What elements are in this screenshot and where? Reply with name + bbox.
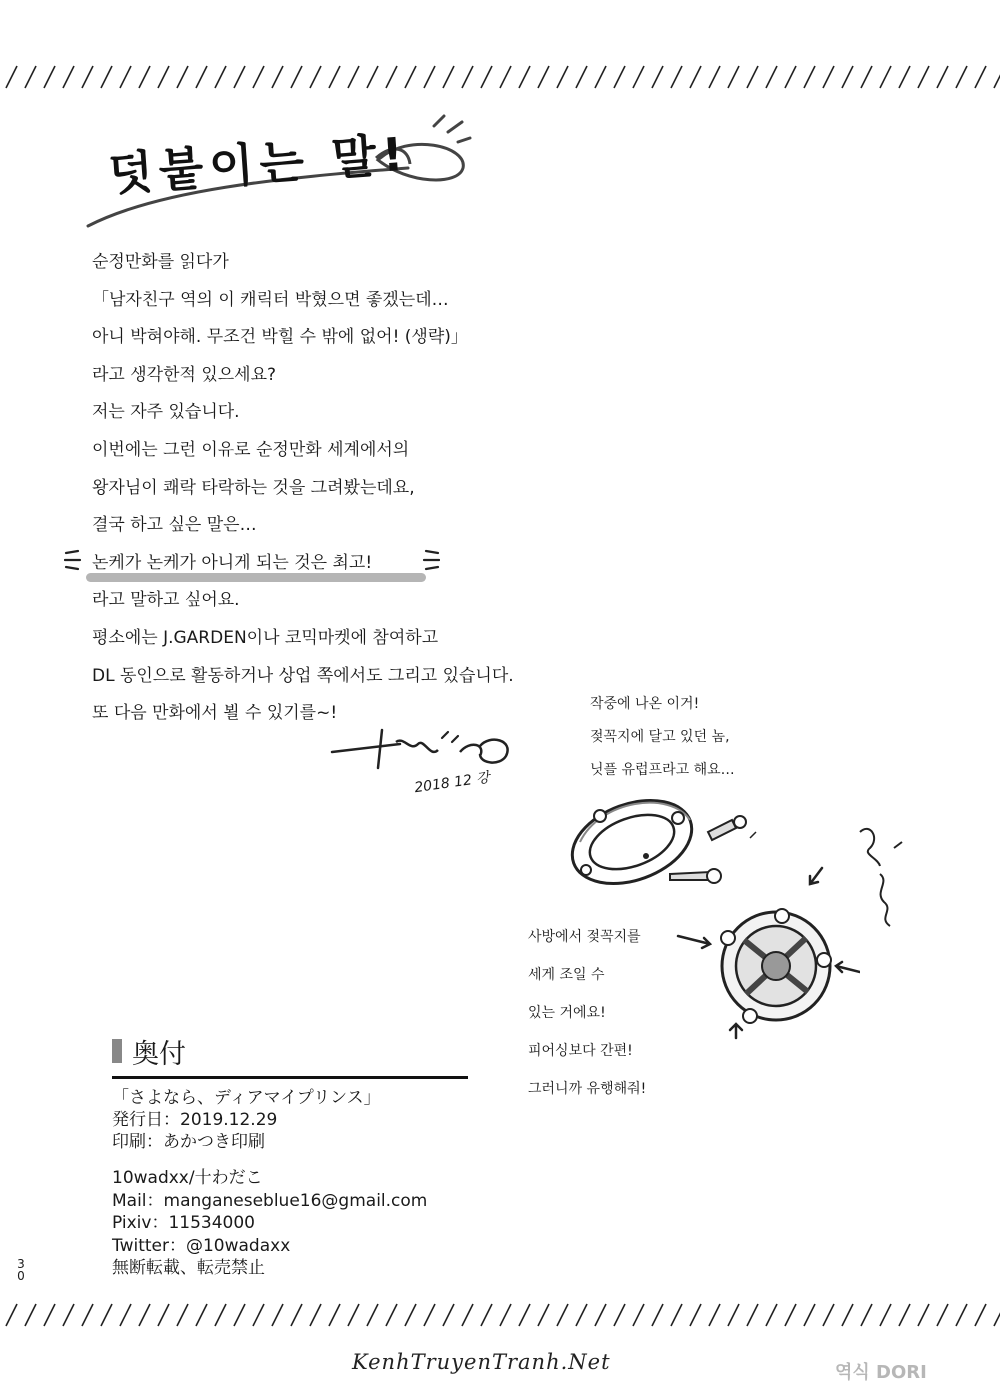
sparkle-icon [64,549,82,571]
hatch-stroke [158,1304,169,1326]
letter-line [92,319,652,357]
hatch-stroke [481,66,492,88]
hatch-stroke [272,1304,283,1326]
hatch-stroke [918,1304,929,1326]
colophon-heading-row [112,1030,472,1072]
colophon [112,1030,472,1280]
hatch-stroke [576,1304,587,1326]
hatch-stroke [709,1304,720,1326]
hatch-stroke [690,1304,701,1326]
letter-line-text: DL 동인으로 활동하거나 상업 쪽에서도 그리고 있습니다. [92,665,514,686]
hatch-stroke [272,66,283,88]
letter-line [92,282,652,320]
hatch-stroke [462,66,473,88]
hatch-stroke [82,66,93,88]
hatch-stroke [994,66,1000,88]
letter-line-text: 저는 자주 있습니다. [92,402,240,423]
author-twitter: Twitter：@10wadaxx [112,1235,291,1256]
hatch-stroke [937,66,948,88]
signature-scribble [330,722,530,782]
hatch-stroke [329,1304,340,1326]
hatch-stroke [785,1304,796,1326]
letter-line [92,582,652,620]
hatch-stroke [747,1304,758,1326]
author-name: 10wadxx/十わだこ [112,1168,263,1188]
hatch-stroke [633,1304,644,1326]
author-pixiv: Pixiv：11534000 [112,1213,255,1233]
hatch-stroke [956,66,967,88]
letter-line-highlighted [92,545,652,583]
arrow-icon [730,1024,742,1038]
hatch-stroke [861,66,872,88]
hatch-stroke [367,66,378,88]
letter-line-text: 논케가 논케가 아니게 되는 것은 최고! [92,552,373,573]
hatch-stroke [538,66,549,88]
sparkle-icon [422,549,440,571]
hatch-stroke [481,1304,492,1326]
note-line: 작중에 나온 이거! [590,696,700,712]
note-line: 사방에서 젖꼭지를 [528,929,641,945]
letter-line-text: 순정만화를 읽다가 [92,252,229,272]
hatch-stroke [348,1304,359,1326]
hatch-stroke [25,66,36,88]
top-hatch-border [0,64,1000,90]
hatch-stroke [63,66,74,88]
hatch-stroke [557,1304,568,1326]
hatch-stroke [823,1304,834,1326]
hatch-stroke [804,66,815,88]
hatch-stroke [443,66,454,88]
hatch-stroke [25,1304,36,1326]
letter-line-text: 또 다음 만화에서 뵐 수 있기를~! [92,703,338,724]
hatch-stroke [462,1304,473,1326]
hatch-stroke [975,1304,986,1326]
hatch-stroke [728,1304,739,1326]
ring-assembled-drawing [721,909,831,1023]
hatch-stroke [614,1304,625,1326]
hatch-stroke [785,66,796,88]
screw-drawing [670,869,721,883]
hatch-stroke [6,66,17,88]
hatch-stroke [424,66,435,88]
note-line: 피어싱보다 간편! [528,1043,633,1059]
ring-flat-drawing [561,785,704,899]
hatch-stroke [120,1304,131,1326]
letter-line [92,357,652,395]
hatch-stroke [880,1304,891,1326]
hatch-stroke [177,66,188,88]
note-line: 젖꼭지에 달고 있던 놈, [590,729,730,745]
note-line: 세게 조일 수 [528,967,605,983]
reprint-notice: 無断転載、転売禁止 [112,1258,265,1278]
hatch-stroke [177,1304,188,1326]
hatch-stroke [44,66,55,88]
hatch-stroke [804,1304,815,1326]
letter-line [92,394,652,432]
author-mail: Mail：manganeseblue16@gmail.com [112,1190,428,1211]
note-line: 그러니까 유행해줘! [528,1081,647,1097]
hatch-stroke [538,1304,549,1326]
letter-line [92,620,652,658]
colophon-heading: 奥付 [132,1038,186,1070]
hatch-stroke [918,66,929,88]
letter-line-text: 라고 생각한적 있으세요? [92,364,277,385]
hatch-stroke [671,1304,682,1326]
letter-line-text: 평소에는 J.GARDEN이나 코믹마켓에 참여하고 [92,627,439,648]
letter-line [92,244,652,282]
letter-line-text: 이번에는 그런 이유로 순정만화 세계에서의 [92,439,410,460]
hatch-stroke [652,1304,663,1326]
side-note-lower [528,918,728,1108]
signature-date: 2018 12 강 [413,769,491,797]
note-line: 닛플 유럽프라고 해요… [590,762,735,778]
letter-line-text: 왕자님이 쾌락 타락하는 것을 그려봤는데요, [92,477,415,498]
hatch-stroke [899,66,910,88]
hatch-stroke [386,66,397,88]
letter-line [92,432,652,470]
hatch-stroke [215,1304,226,1326]
letter-line [92,470,652,508]
hatch-stroke [766,1304,777,1326]
hatch-stroke [595,66,606,88]
watermark-site: KenhTruyenTranh.Net [352,1350,611,1374]
hatch-stroke [519,66,530,88]
hatch-stroke [6,1304,17,1326]
bottom-hatch-border [0,1302,1000,1328]
sound-effect-squiggle [850,818,910,928]
letter-line-text: 결국 하고 싶은 말은… [92,515,257,536]
author-credits [112,1167,472,1280]
letter-line-text: 아니 박혀야해. 무조건 박힐 수 밖에 없어! (생략)」 [92,327,468,348]
hatch-stroke [766,66,777,88]
hatch-stroke [253,1304,264,1326]
note-line: 있는 거에요! [528,1005,606,1021]
highlight-marker [86,573,426,582]
hatch-stroke [367,1304,378,1326]
author-signature [330,722,530,802]
hatch-stroke [253,66,264,88]
hatch-stroke [899,1304,910,1326]
heading-bar [112,1039,122,1063]
screw-drawing [708,816,756,840]
hatch-stroke [557,66,568,88]
hatch-stroke [82,1304,93,1326]
hatch-stroke [405,66,416,88]
hatch-stroke [424,1304,435,1326]
hatch-stroke [956,1304,967,1326]
hatch-stroke [671,66,682,88]
hatch-stroke [576,66,587,88]
page-number-text: 3 0 [17,1257,25,1283]
side-note-upper [590,688,890,787]
hatch-stroke [994,1304,1000,1326]
hatch-stroke [196,66,207,88]
hatch-stroke [310,66,321,88]
book-title: 「さよなら、ディアマイプリンス」 [112,1088,381,1108]
arrow-icon [836,962,860,972]
hatch-stroke [44,1304,55,1326]
hatch-stroke [348,66,359,88]
afterword-title [78,108,508,248]
hatch-stroke [842,1304,853,1326]
hatch-stroke [234,66,245,88]
hatch-stroke [519,1304,530,1326]
hatch-stroke [652,66,663,88]
hatch-stroke [196,1304,207,1326]
hatch-stroke [690,66,701,88]
hatch-stroke [823,66,834,88]
hatch-stroke [842,66,853,88]
hatch-stroke [747,66,758,88]
hatch-stroke [975,66,986,88]
hatch-stroke [500,66,511,88]
title-text: 덧붙이는 말! [106,126,411,202]
letter-line [92,658,652,696]
hatch-stroke [443,1304,454,1326]
hatch-stroke [291,1304,302,1326]
hatch-stroke [139,1304,150,1326]
afterword-letter [92,244,652,733]
hatch-stroke [291,66,302,88]
issue-date: 発行日：2019.12.29 [112,1110,278,1130]
hatch-stroke [728,66,739,88]
printer: 印刷：あかつき印刷 [112,1132,265,1152]
hatch-stroke [139,66,150,88]
hatch-stroke [234,1304,245,1326]
hatch-stroke [709,66,720,88]
hatch-stroke [595,1304,606,1326]
hatch-stroke [614,66,625,88]
hatch-stroke [633,66,644,88]
hatch-stroke [386,1304,397,1326]
hatch-stroke [215,66,226,88]
hatch-stroke [405,1304,416,1326]
hatch-stroke [500,1304,511,1326]
hatch-stroke [880,66,891,88]
hatch-stroke [101,66,112,88]
hatch-stroke [101,1304,112,1326]
watermark-translator: 역식 DORI [835,1362,927,1383]
letter-line-text: 라고 말하고 싶어요. [92,590,240,611]
hatch-stroke [329,66,340,88]
hatch-stroke [310,1304,321,1326]
letter-line-text: 「남자친구 역의 이 캐릭터 박혔으면 좋겠는데… [92,289,449,310]
arrow-icon [810,868,822,884]
hatch-stroke [861,1304,872,1326]
letter-line [92,507,652,545]
hatch-stroke [120,66,131,88]
hatch-stroke [63,1304,74,1326]
hatch-stroke [158,66,169,88]
page-number [14,1258,28,1282]
hatch-stroke [937,1304,948,1326]
